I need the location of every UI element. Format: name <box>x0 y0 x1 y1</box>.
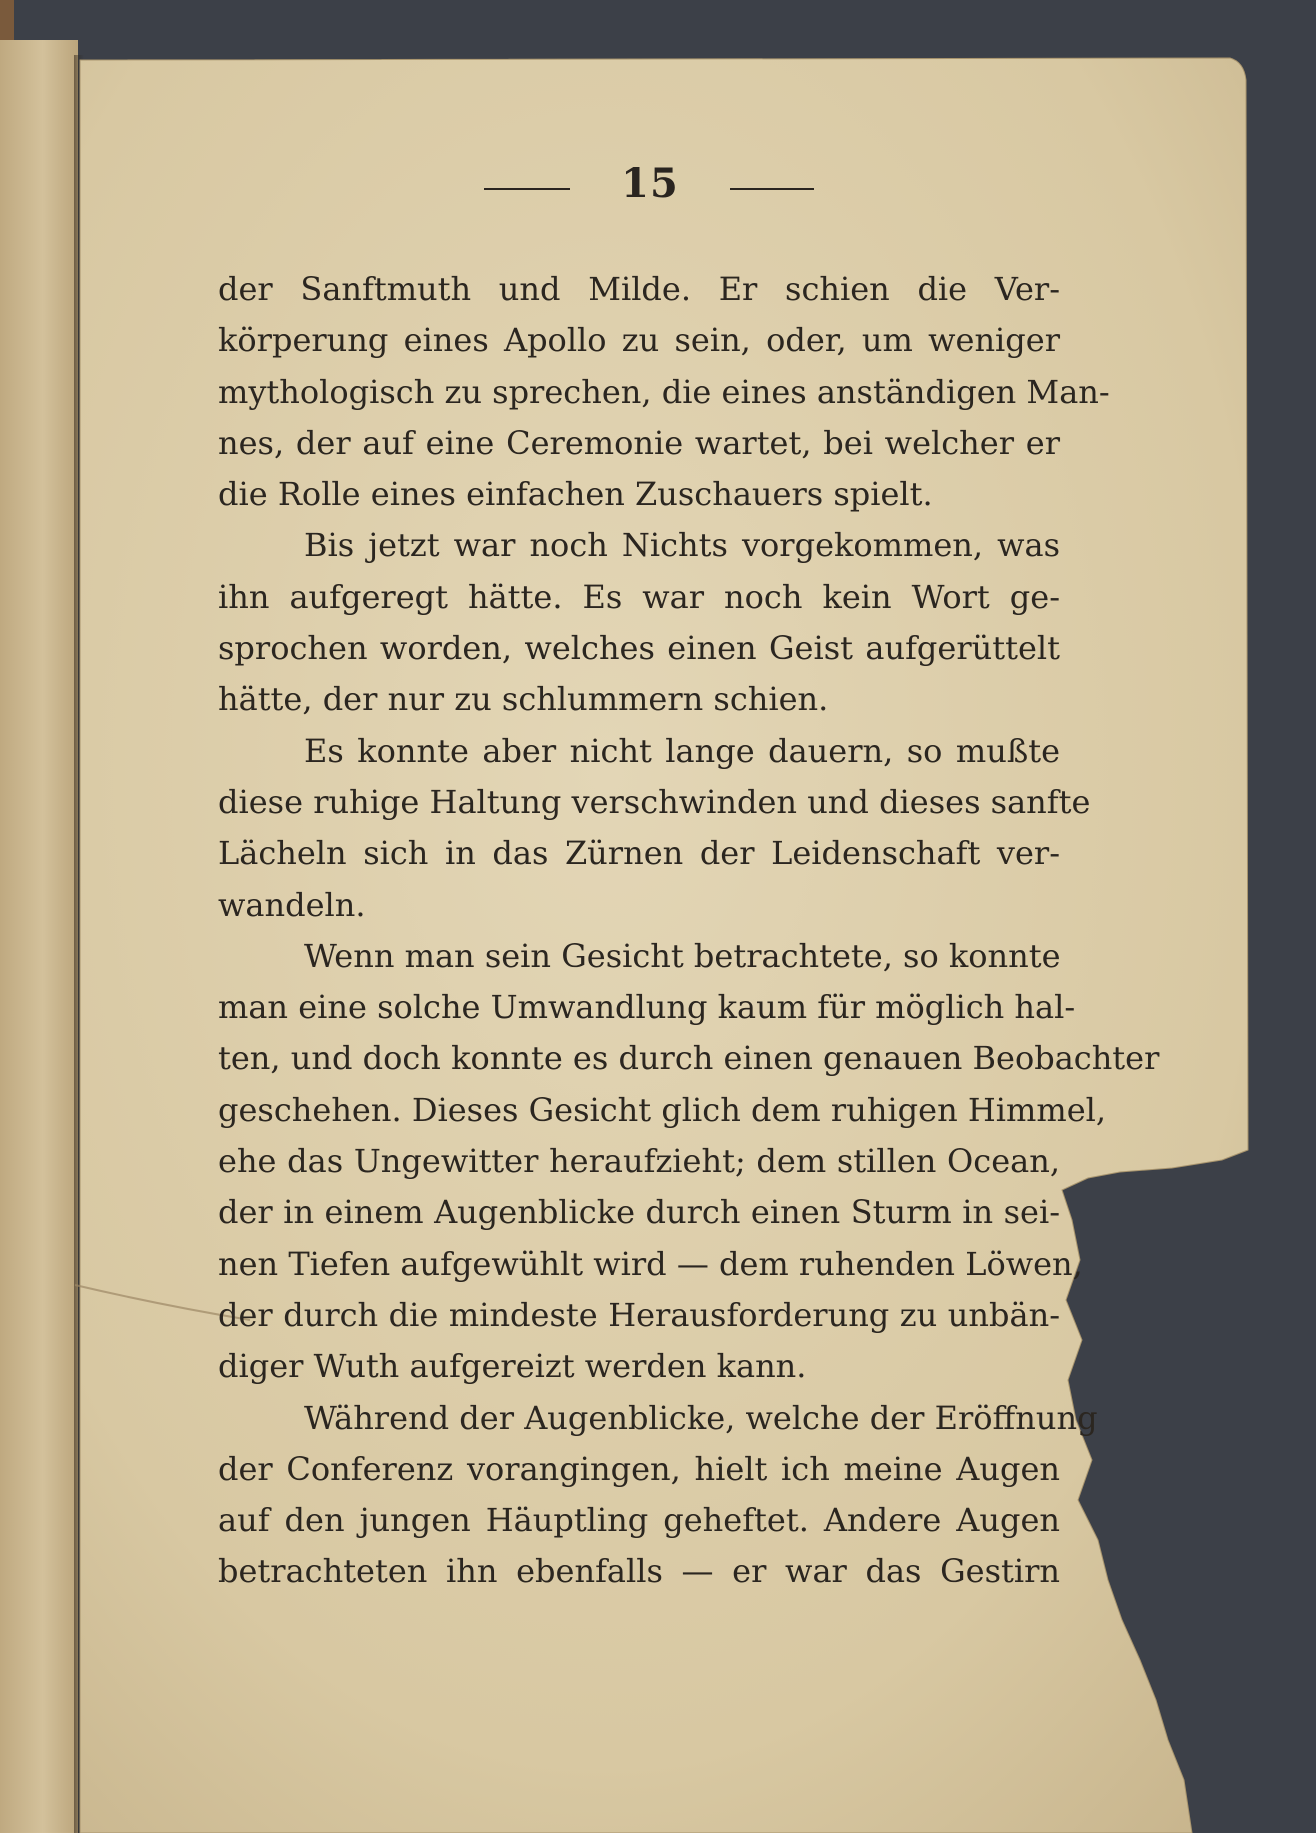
text-line: nen Tiefen aufgewühlt wird — dem ruhenden Löwen, <box>218 1244 1083 1283</box>
header-rule-right <box>730 188 814 190</box>
text-line: betrachteten ihn ebenfalls — er war das Gestirn <box>218 1552 1060 1591</box>
text-line: der durch die mindeste Herausforderung zu unbän- <box>218 1295 1060 1334</box>
text-line: die Rolle eines einfachen Zuschauers spielt. <box>218 475 933 514</box>
text-line: sprochen worden, welches einen Geist aufgerüttelt <box>218 629 1060 668</box>
text-line: diger Wuth aufgereizt werden kann. <box>218 1347 807 1386</box>
text-line: Lächeln sich in das Zürnen der Leidenschaft ver- <box>218 834 1060 873</box>
text-line: ihn aufgeregt hätte. Es war noch kein Wort ge- <box>218 577 1060 616</box>
text-line: Wenn man sein Gesicht betrachtete, so konnte <box>304 936 1061 975</box>
page-number: 15 <box>621 160 679 207</box>
text-line: geschehen. Dieses Gesicht glich dem ruhigen Himmel, <box>218 1090 1107 1129</box>
text-line: Es konnte aber nicht lange dauern, so mußte <box>304 731 1060 770</box>
text-line: Während der Augenblicke, welche der Eröffnung <box>304 1398 1098 1437</box>
text-line: auf den jungen Häuptling geheftet. Andere Augen <box>218 1501 1060 1540</box>
text-line: mythologisch zu sprechen, die eines anständigen Man- <box>218 372 1110 411</box>
text-line: der Conferenz vorangingen, hielt ich meine Augen <box>218 1449 1060 1488</box>
text-line: ten, und doch konnte es durch einen genauen Beobachter <box>218 1039 1160 1078</box>
text-line: der in einem Augenblicke durch einen Sturm in sei- <box>218 1193 1060 1232</box>
text-line: körperung eines Apollo zu sein, oder, um weniger <box>218 321 1060 360</box>
text-line: nes, der auf eine Ceremonie wartet, bei welcher er <box>218 423 1060 462</box>
text-line: der Sanftmuth und Milde. Er schien die Ver- <box>218 270 1060 308</box>
text-line: Bis jetzt war noch Nichts vorgekommen, was <box>304 526 1060 565</box>
text-line: wandeln. <box>218 885 366 924</box>
header-rule-left <box>484 188 570 190</box>
text-line: man eine solche Umwandlung kaum für möglich hal- <box>218 988 1076 1027</box>
text-line: hätte, der nur zu schlummern schien. <box>218 680 829 719</box>
text-line: ehe das Ungewitter heraufzieht; dem stillen Ocean, <box>218 1142 1060 1181</box>
body-text <box>218 264 1160 1598</box>
text-line: diese ruhige Haltung verschwinden und dieses sanfte <box>218 782 1091 821</box>
